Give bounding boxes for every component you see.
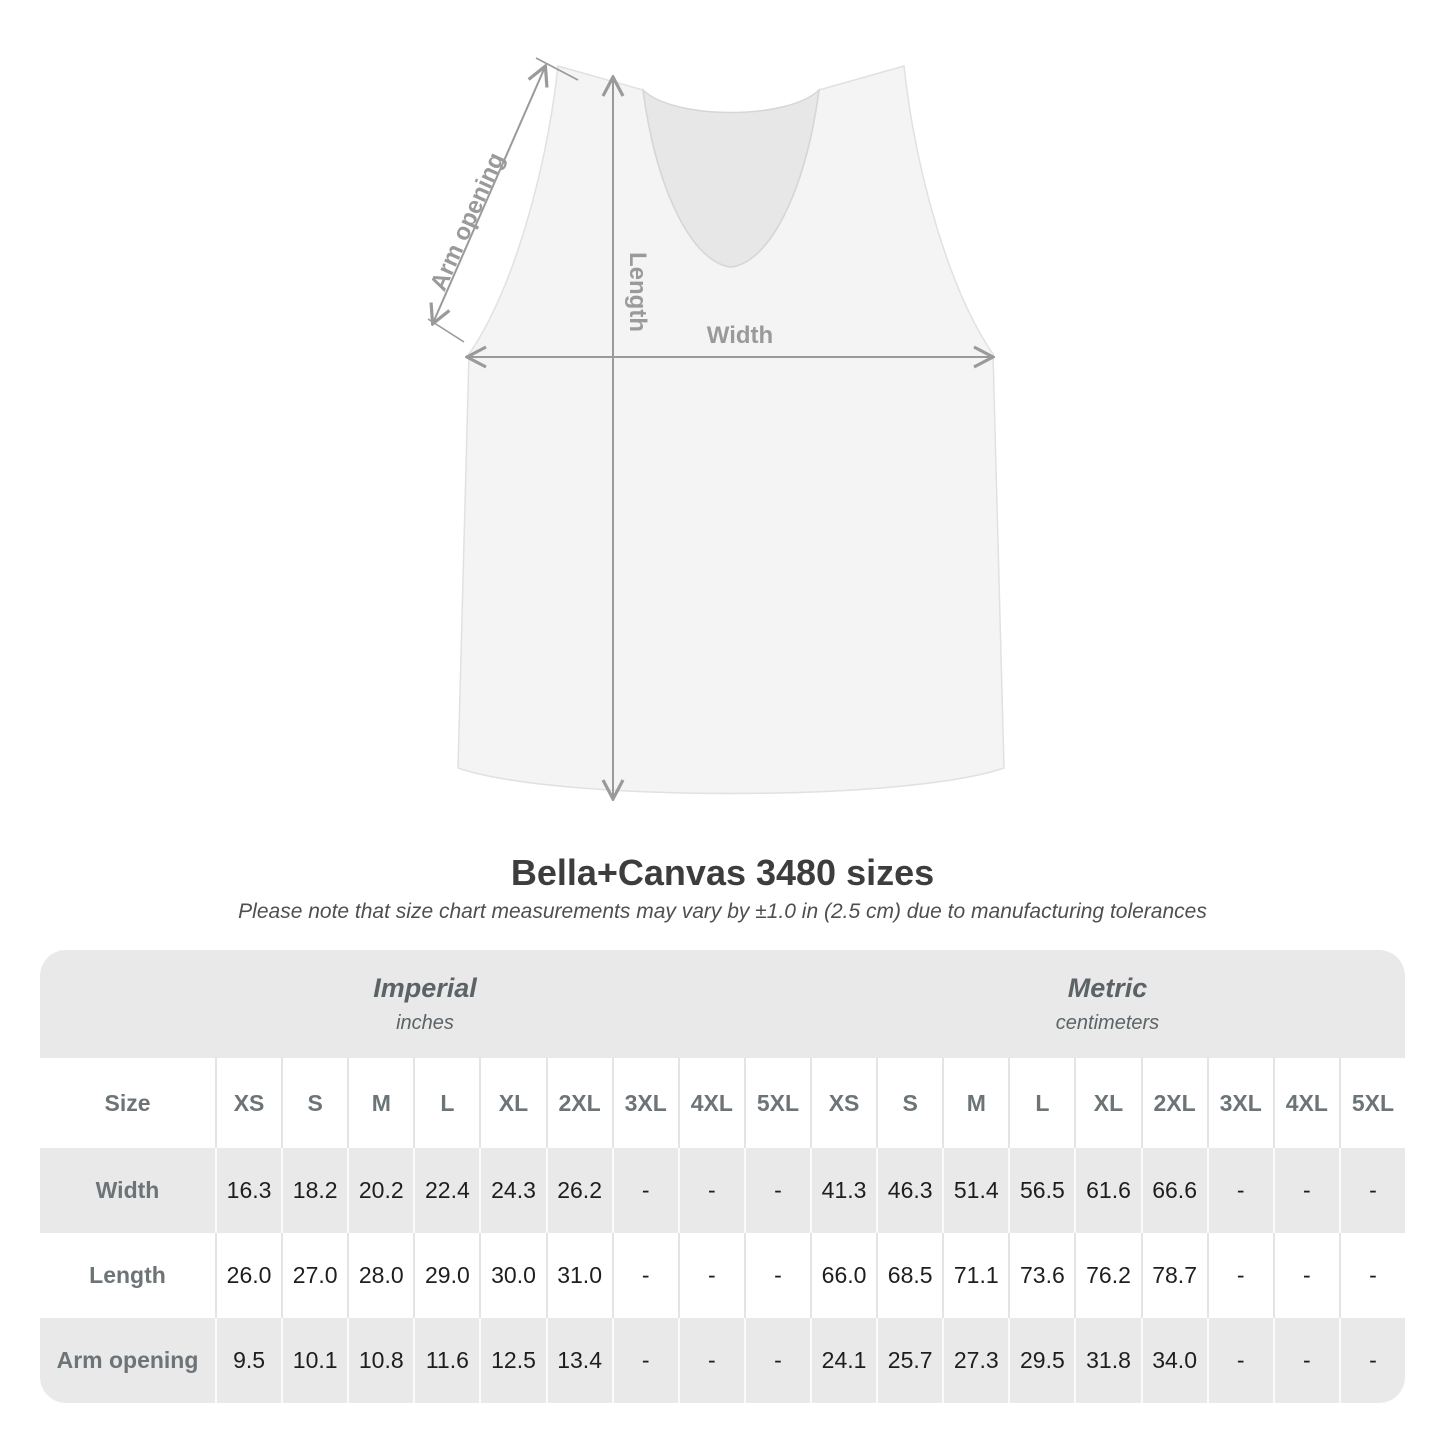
size-header: L — [413, 1058, 479, 1148]
table-cell: - — [744, 1148, 810, 1233]
table-cell: - — [1207, 1148, 1273, 1233]
metric-unit: centimeters — [1055, 1012, 1160, 1034]
row-label: Length — [89, 1262, 166, 1288]
imperial-title: Imperial — [373, 973, 477, 1003]
size-header: S — [281, 1058, 347, 1148]
table-cell: 20.2 — [347, 1148, 413, 1233]
table-cell: 34.0 — [1141, 1318, 1207, 1403]
table-cell: 56.5 — [1008, 1148, 1074, 1233]
table-cell: 46.3 — [876, 1148, 942, 1233]
table-cell: 27.0 — [281, 1233, 347, 1318]
table-cell: 68.5 — [876, 1233, 942, 1318]
size-column-header: Size — [104, 1089, 151, 1116]
table-cell: - — [612, 1318, 678, 1403]
table-cell: 26.2 — [546, 1148, 612, 1233]
table-cell: - — [678, 1148, 744, 1233]
table-cell: - — [1339, 1318, 1405, 1403]
size-header: 5XL — [744, 1058, 810, 1148]
table-cell: 26.0 — [215, 1233, 281, 1318]
size-header: XS — [215, 1058, 281, 1148]
size-header: M — [942, 1058, 1008, 1148]
table-cell: - — [612, 1233, 678, 1318]
size-header: L — [1008, 1058, 1074, 1148]
table-cell: 30.0 — [479, 1233, 545, 1318]
table-cell: - — [678, 1233, 744, 1318]
size-header-row — [40, 1058, 1405, 1148]
table-cell: - — [678, 1318, 744, 1403]
tolerance-note: Please note that size chart measurements may vary by ±1.0 in (2.5 cm) due to manufacturing tolerances — [238, 900, 1207, 923]
length-label: Length — [624, 252, 651, 332]
size-chart-table — [40, 950, 1405, 1403]
table-cell: - — [1339, 1233, 1405, 1318]
table-cell: - — [1207, 1318, 1273, 1403]
table-cell: 66.0 — [810, 1233, 876, 1318]
table-cell: 29.5 — [1008, 1318, 1074, 1403]
size-header: 4XL — [678, 1058, 744, 1148]
units-header — [40, 950, 1405, 1058]
table-row-width — [40, 1148, 1405, 1233]
table-cell: - — [744, 1233, 810, 1318]
table-cell: 12.5 — [479, 1318, 545, 1403]
size-header: 3XL — [612, 1058, 678, 1148]
width-label: Width — [706, 322, 774, 349]
size-header: 3XL — [1207, 1058, 1273, 1148]
table-cell: 29.0 — [413, 1233, 479, 1318]
table-cell: - — [1273, 1233, 1339, 1318]
size-header: M — [347, 1058, 413, 1148]
table-cell: 24.1 — [810, 1318, 876, 1403]
arm-opening-label: Arm opening — [425, 148, 510, 295]
row-label: Width — [95, 1177, 160, 1203]
size-header: 2XL — [1141, 1058, 1207, 1148]
table-cell: - — [1273, 1318, 1339, 1403]
table-row-length — [40, 1233, 1405, 1318]
page-title: Bella+Canvas 3480 sizes — [510, 852, 935, 893]
table-cell: 66.6 — [1141, 1148, 1207, 1233]
metric-section-header — [810, 950, 1405, 1058]
imperial-section-header — [40, 950, 810, 1058]
size-header: 2XL — [546, 1058, 612, 1148]
table-cell: 10.1 — [281, 1318, 347, 1403]
table-cell: 25.7 — [876, 1318, 942, 1403]
size-header: 5XL — [1339, 1058, 1405, 1148]
table-cell: - — [1207, 1233, 1273, 1318]
size-header: XL — [479, 1058, 545, 1148]
metric-title: Metric — [1067, 973, 1148, 1003]
table-cell: 10.8 — [347, 1318, 413, 1403]
table-cell: - — [1273, 1148, 1339, 1233]
row-label: Arm opening — [56, 1347, 199, 1373]
table-cell: 18.2 — [281, 1148, 347, 1233]
table-cell: - — [1339, 1148, 1405, 1233]
table-cell: 13.4 — [546, 1318, 612, 1403]
table-cell: 78.7 — [1141, 1233, 1207, 1318]
table-cell: 24.3 — [479, 1148, 545, 1233]
table-cell: 31.8 — [1074, 1318, 1140, 1403]
table-cell: 28.0 — [347, 1233, 413, 1318]
table-cell: 31.0 — [546, 1233, 612, 1318]
table-cell: 9.5 — [215, 1318, 281, 1403]
size-header: S — [876, 1058, 942, 1148]
table-cell: 73.6 — [1008, 1233, 1074, 1318]
size-header: 4XL — [1273, 1058, 1339, 1148]
table-cell: 71.1 — [942, 1233, 1008, 1318]
table-cell: 41.3 — [810, 1148, 876, 1233]
table-cell: 16.3 — [215, 1148, 281, 1233]
imperial-unit: inches — [396, 1012, 454, 1034]
table-cell: - — [744, 1318, 810, 1403]
size-header: XS — [810, 1058, 876, 1148]
table-cell: - — [612, 1148, 678, 1233]
size-header: XL — [1074, 1058, 1140, 1148]
table-cell: 76.2 — [1074, 1233, 1140, 1318]
arm-opening-witness-bottom — [428, 319, 464, 342]
table-row-arm-opening — [40, 1318, 1405, 1403]
table-cell: 51.4 — [942, 1148, 1008, 1233]
table-cell: 61.6 — [1074, 1148, 1140, 1233]
table-cell: 11.6 — [413, 1318, 479, 1403]
table-cell: 27.3 — [942, 1318, 1008, 1403]
table-cell: 22.4 — [413, 1148, 479, 1233]
